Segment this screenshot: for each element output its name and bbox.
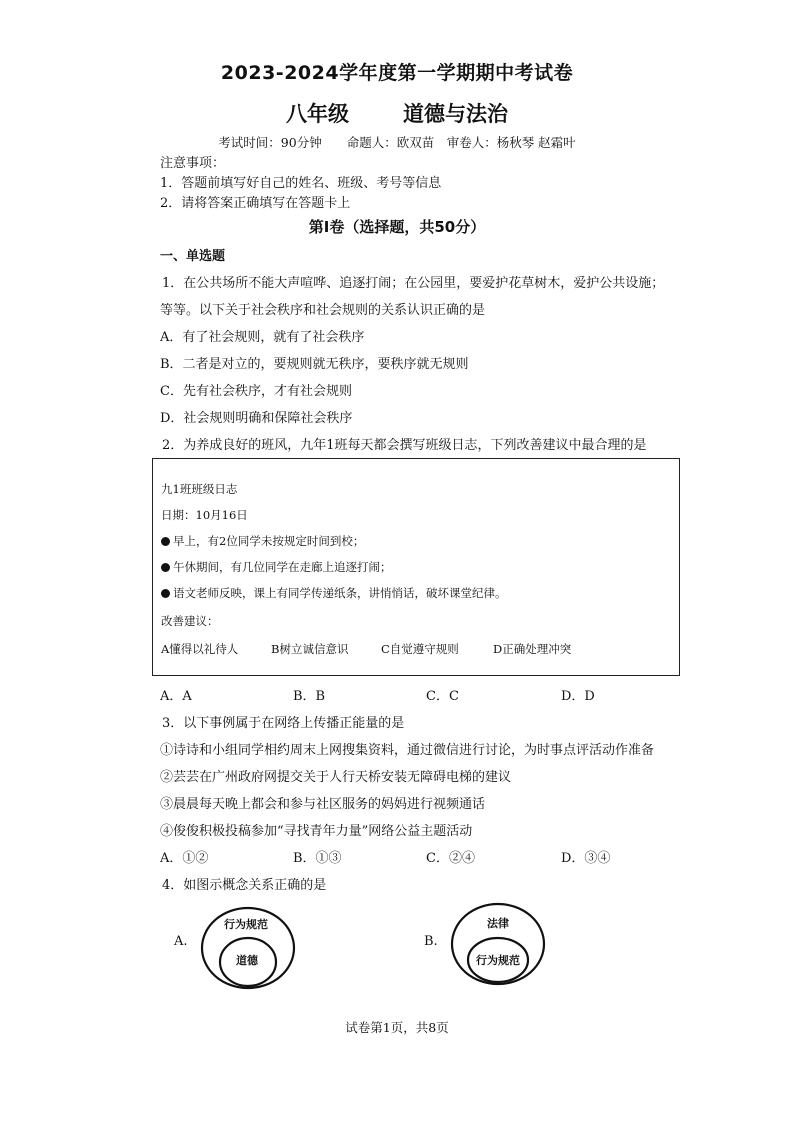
log-title: 九1班班级日志 xyxy=(161,482,238,496)
subject-label: 道德与法治 xyxy=(403,102,508,126)
grade-label: 八年级 xyxy=(286,102,349,126)
q1-option-c: C．先有社会秩序，才有社会规则 xyxy=(160,384,352,399)
bullet-icon xyxy=(161,589,170,598)
log-suggestion-c: C自觉遵守规则 xyxy=(381,642,459,656)
q4-stem: 4．如图示概念关系正确的是 xyxy=(162,878,327,893)
log-suggestion-a: A懂得以礼待人 xyxy=(161,642,239,656)
log-suggestion-d: D正确处理冲突 xyxy=(493,642,572,656)
q4-diagram-b-label: B. xyxy=(424,934,438,949)
log-suggest-label: 改善建议： xyxy=(161,614,219,628)
q3-stem: 3．以下事例属于在网络上传播正能量的是 xyxy=(162,716,405,731)
q3-item-4: ④俊俊积极投稿参加“寻找青年力量”网络公益主题活动 xyxy=(160,824,473,839)
q4-diagram-a-label: A. xyxy=(174,934,188,949)
q2-option-d: D．D xyxy=(561,689,595,704)
notes-item-2: 2．请将答案正确填写在答题卡上 xyxy=(160,196,351,211)
q2-stem: 2．为养成良好的班风，九年1班每天都会撰写班级日志，下列改善建议中最合理的是 xyxy=(162,438,647,453)
q1-stem-line1: 1．在公共场所不能大声喧哗、追逐打闹；在公园里，要爱护花草树木，爱护公共设施； xyxy=(162,276,665,291)
q3-option-a: A．①② xyxy=(160,851,209,866)
q2-option-a: A．A xyxy=(160,689,192,704)
part-heading: 一、单选题 xyxy=(160,249,226,264)
exam-subtitle xyxy=(0,98,794,128)
q2-option-c: C．C xyxy=(426,689,459,704)
exam-meta: 考试时间：90分钟 命题人：欧双苗 审卷人：杨秋琴 赵霜叶 xyxy=(218,135,576,150)
q3-item-3: ③晨晨每天晚上都会和参与社区服务的妈妈进行视频通话 xyxy=(160,797,486,812)
q3-option-c: C．②④ xyxy=(426,851,475,866)
q4-diagram-a-outer: 行为规范 xyxy=(224,918,268,931)
q3-item-2: ②芸芸在广州政府网提交关于人行天桥安装无障碍电梯的建议 xyxy=(160,770,512,785)
page-footer: 试卷第1页，共8页 xyxy=(345,1020,449,1035)
q4-diagram-b-inner: 行为规范 xyxy=(476,954,520,967)
notes-item-1: 1．答题前填写好自己的姓名、班级、考号等信息 xyxy=(160,176,442,191)
q4-diagram-b-outer: 法律 xyxy=(487,917,509,930)
q2-option-b: B．B xyxy=(293,689,326,704)
log-entry-2: 午休期间，有几位同学在走廊上追逐打闹； xyxy=(161,559,392,575)
exam-title: 2023-2024学年度第一学期期中考试卷 xyxy=(220,62,574,84)
section-title: 第I卷（选择题，共50分） xyxy=(308,218,486,236)
bullet-icon xyxy=(161,563,170,572)
q1-stem-line2: 等等。以下关于社会秩序和社会规则的关系认识正确的是 xyxy=(160,303,486,318)
q1-option-a: A．有了社会规则，就有了社会秩序 xyxy=(160,330,365,345)
class-log-box xyxy=(152,458,680,676)
notes-heading: 注意事项： xyxy=(160,156,226,171)
q3-option-b: B．①③ xyxy=(293,851,342,866)
bullet-icon xyxy=(161,537,170,546)
q4-diagram-b xyxy=(448,900,548,992)
q3-item-1: ①诗诗和小组同学相约周末上网搜集资料，通过微信进行讨论，为时事点评活动作准备 xyxy=(160,743,655,758)
log-entry-3: 语文老师反映，课上有同学传递纸条，讲悄悄话，破坏课堂纪律。 xyxy=(161,585,507,601)
log-date: 日期：10月16日 xyxy=(161,508,248,522)
log-entry-1: 早上，有2位同学未按规定时间到校； xyxy=(161,533,364,549)
q1-option-d: D．社会规则明确和保障社会秩序 xyxy=(160,411,353,426)
q3-option-d: D．③④ xyxy=(561,851,611,866)
q1-option-b: B．二者是对立的，要规则就无秩序，要秩序就无规则 xyxy=(160,357,469,372)
log-suggestion-b: B树立诚信意识 xyxy=(271,642,349,656)
q4-diagram-a-inner: 道德 xyxy=(236,954,258,967)
